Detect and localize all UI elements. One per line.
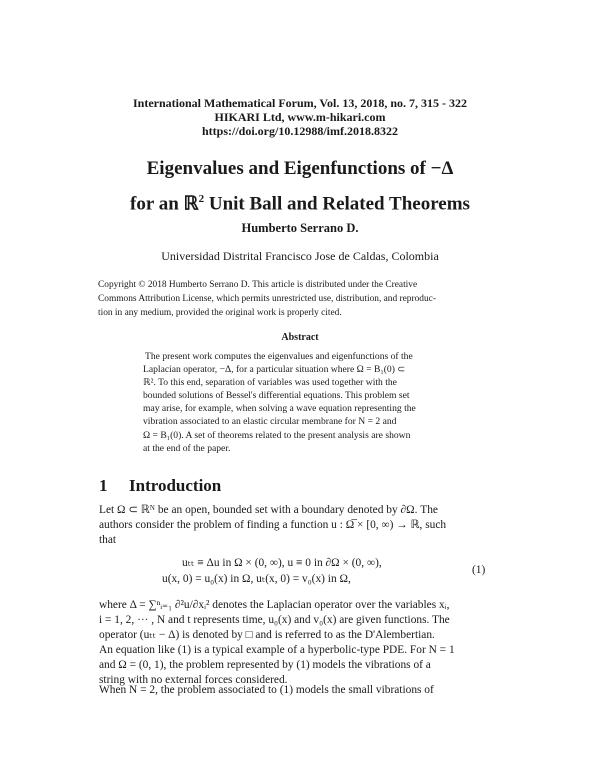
section-title: Introduction [129,476,222,495]
journal-publisher: HIKARI Ltd, www.m-hikari.com [214,110,386,124]
section-number: 1 [99,476,108,495]
journal-citation: International Mathematical Forum, Vol. 13, 2018, no. 7, 315 - 322 [133,96,467,110]
section-heading [99,476,221,496]
title-part-a: for an ℝ [130,193,199,215]
abstract-line: Ω = B₁(0). A set of theorems related to the present analysis are shown [143,429,411,441]
equation-number: (1) [472,564,486,576]
abstract-line: Laplacian operator, −Δ, for a particular situation where Ω = B₁(0) ⊂ [143,364,406,376]
abstract-heading: Abstract [281,332,319,343]
paper-title-line1: Eigenvalues and Eigenfunctions of −Δ [146,158,454,179]
body-line: authors consider the problem of finding a function u : Ω̅ × [0, ∞) → ℝ, such [99,519,447,531]
author-name: Humberto Serrano D. [241,221,359,235]
intro-paragraph-2 [99,598,503,688]
body-line: An equation like (1) is a typical example of a hyperbolic-type PDE. For N = 1 [99,644,455,656]
abstract-line: may arise, for example, when solving a wave equation representing the [143,403,416,415]
body-line: and Ω = (0, 1), the problem represented by (1) models the vibrations of a [99,659,431,671]
equation-line-2: u(x, 0) = u₀(x) in Ω, uₜ(x, 0) = v₀(x) in Ω, [162,573,351,585]
abstract-line: vibration associated to an elastic circular membrane for N = 2 and [143,416,397,428]
body-line: When N = 2, the problem associated to (1) models the small vibrations of [99,684,434,696]
body-line: Let Ω ⊂ ℝᴺ be an open, bounded set with a boundary denoted by ∂Ω. The [99,504,438,516]
abstract-body [143,350,461,455]
abstract-line: ℝ². To this end, separation of variables was used together with the [143,377,397,389]
body-line: that [99,534,117,546]
abstract-line: bounded solutions of Bessel's differential equations. This problem set [143,390,410,402]
intro-paragraph-3 [99,683,503,698]
body-line: string with no external forces considered. [99,674,288,686]
copyright-notice [98,278,502,320]
body-line: operator (uₜₜ − Δ) is denoted by □ and is referred to as the D'Alembertian. [99,629,435,641]
title-part-b: Unit Ball and Related Theorems [204,193,470,215]
abstract-line: The present work computes the eigenvalues and eigenfunctions of the [145,351,413,362]
equation-line-1: uₜₜ ≡ Δu in Ω × (0, ∞), u ≡ 0 in ∂Ω × (0, ∞), [182,557,382,569]
author-affiliation: Universidad Distrital Francisco Jose de Caldas, Colombia [161,249,439,263]
journal-doi: https://doi.org/10.12988/imf.2018.8322 [201,124,398,138]
paper-title-line2 [0,188,600,215]
copyright-line: Commons Attribution License, which permits unrestricted use, distribution, and reproduc- [98,294,436,304]
body-line: where Δ = ∑ⁿᵢ₌₁ ∂²u/∂xᵢ² denotes the Laplacian operator over the variables xᵢ, [99,599,450,611]
copyright-line: tion in any medium, provided the original work is properly cited. [98,308,342,318]
abstract-line: at the end of the paper. [143,442,231,454]
body-line: i = 1, 2, ··· , N and t represents time, u₀(x) and v₀(x) are given functions. The [99,614,450,626]
title-superscript: 2 [198,193,205,205]
copyright-line: Copyright © 2018 Humberto Serrano D. This article is distributed under the Creative [98,280,418,290]
intro-paragraph-1 [99,503,503,548]
